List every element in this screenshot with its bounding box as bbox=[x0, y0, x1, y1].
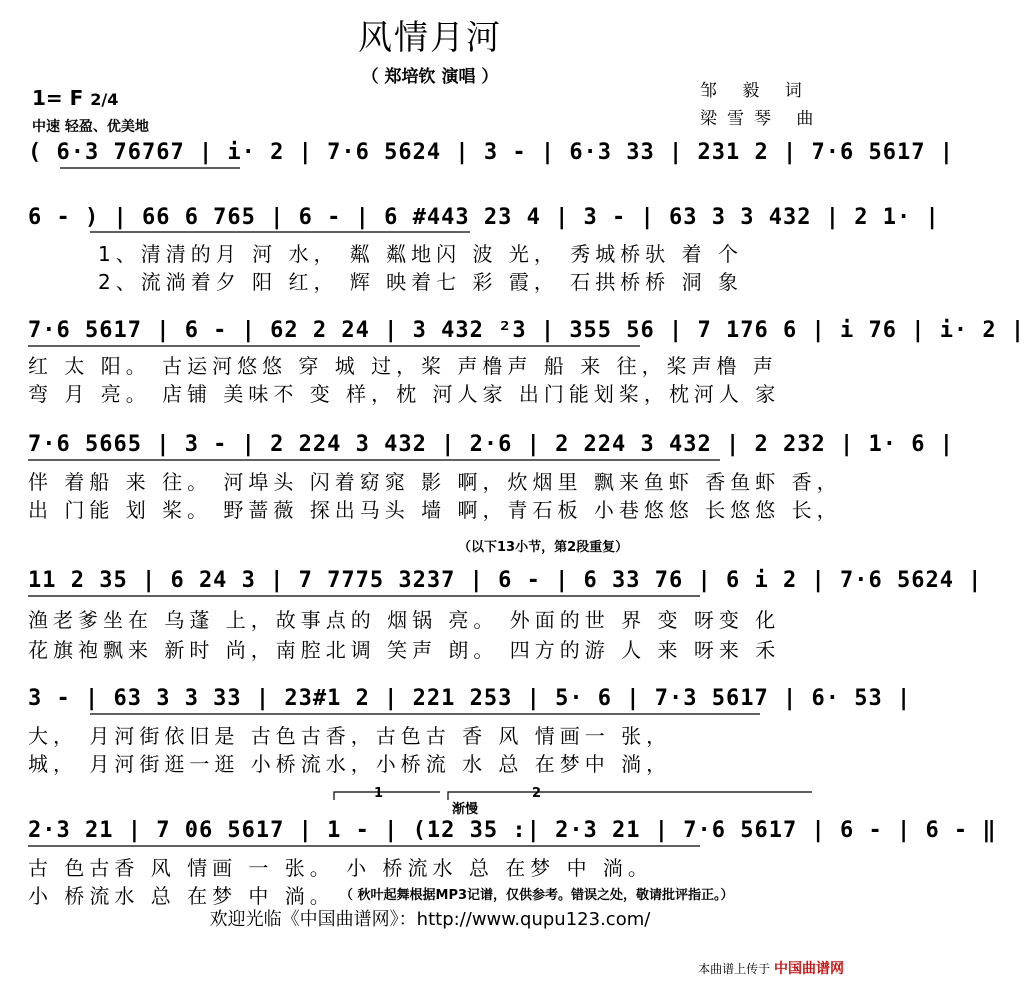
tempo-marking: 中速 轻盈、优美地 bbox=[32, 119, 149, 135]
repeat-note: （以下13小节，第2段重复） bbox=[458, 540, 629, 555]
ritardando-marking: 渐慢 bbox=[452, 802, 479, 817]
lyric-row-2-verse-1: 1、清清的月 河 水， 粼 粼地闪 波 光， 秀城桥驮 着 个 bbox=[98, 242, 743, 266]
site-welcome: 欢迎光临《中国曲谱网》：http://www.qupu123.com/ bbox=[209, 909, 651, 930]
lyric-row-4-verse-1: 伴 着船 来 往。 河埠头 闪着窈窕 影 啊，炊烟里 飘来鱼虾 香鱼虾 香， bbox=[28, 470, 842, 494]
notation-row-2: 6 - ) | 66 6 765 | 6 - | 6 #443 23 4 | 3 - | 63 3 3 432 | 2 1· | bbox=[28, 205, 940, 230]
upload-brand: 中国曲谱网 bbox=[774, 961, 844, 977]
lyric-row-5-verse-1: 渔老爹坐在 乌蓬 上，故事点的 烟锅 亮。 外面的世 界 变 呀变 化 bbox=[28, 608, 781, 632]
volta-2-label: 2 bbox=[532, 786, 542, 801]
lyric-row-2-verse-2: 2、流淌着夕 阳 红， 辉 映着七 彩 霞， 石拱桥桥 洞 象 bbox=[98, 270, 743, 294]
lyric-row-3-verse-2: 弯 月 亮。 店铺 美味不 变 样，枕 河人家 出门能划桨，枕河人 家 bbox=[28, 382, 781, 406]
volta-1-bracket bbox=[334, 792, 440, 800]
notation-row-7: 2·3 21 | 7 06 5617 | 1 - | (12 35 :| 2·3 21 | 7·6 5617 | 6 - | 6 - ‖ bbox=[28, 818, 997, 843]
volta-1-label: 1 bbox=[374, 786, 384, 801]
upload-credit bbox=[698, 958, 844, 978]
notation-row-5: 11 2 35 | 6 24 3 | 7 7775 3237 | 6 - | 6 33 76 | 6 i 2 | 7·6 5624 | bbox=[28, 568, 983, 593]
volta-2-bracket bbox=[448, 792, 812, 800]
notation-row-4: 7·6 5665 | 3 - | 2 224 3 432 | 2·6 | 2 224 3 432 | 2 232 | 1· 6 | bbox=[28, 432, 954, 457]
notation-row-6: 3 - | 63 3 3 33 | 23#1 2 | 221 253 | 5· 6 | 7·3 5617 | 6· 53 | bbox=[28, 686, 912, 711]
lyric-row-3-verse-1: 红 太 阳。 古运河悠悠 穿 城 过，桨 声橹声 船 来 往，桨声橹 声 bbox=[28, 354, 778, 378]
singer-credit: （ 郑培钦 演唱 ） bbox=[361, 67, 499, 87]
lyric-row-6-verse-1: 大， 月河街依旧是 古色古香，古色古 香 风 情画一 张， bbox=[28, 724, 672, 748]
notation-row-3: 7·6 5617 | 6 - | 62 2 24 | 3 432 ²3 | 355 56 | 7 176 6 | i 76 | i· 2 | bbox=[28, 318, 1025, 343]
key-label: 1= F bbox=[32, 86, 84, 110]
lyric-row-7-verse-1: 古 色古香 风 情画 一 张。 小 桥流水 总 在梦 中 淌。 bbox=[28, 856, 653, 880]
song-title: 风情月河 bbox=[358, 18, 502, 58]
notation-row-1: ( 6·3 76767 | i· 2 | 7·6 5624 | 3 - | 6·3 33 | 231 2 | 7·6 5617 | bbox=[28, 140, 954, 165]
transcription-remark: （ 秋叶起舞根据MP3记谱，仅供参考。错误之处，敬请批评指正。） bbox=[340, 888, 734, 903]
composer-credit: 梁雪琴 曲 bbox=[700, 109, 824, 129]
lyric-row-6-verse-2: 城， 月河街逛一逛 小桥流水，小桥流 水 总 在梦中 淌， bbox=[28, 752, 672, 776]
time-signature: 2/4 bbox=[90, 90, 119, 109]
lyric-row-4-verse-2: 出 门能 划 桨。 野蔷薇 探出马头 墙 啊，青石板 小巷悠悠 长悠悠 长， bbox=[28, 498, 842, 522]
lyric-row-7-verse-2: 小 桥流水 总 在梦 中 淌。 bbox=[28, 884, 335, 908]
lyric-row-5-verse-2: 花旗袍飘来 新时 尚，南腔北调 笑声 朗。 四方的游 人 来 呀来 禾 bbox=[28, 638, 781, 662]
lyricist-credit: 邹 毅 词 bbox=[700, 81, 812, 101]
upload-prefix: 本曲谱上传于 bbox=[698, 962, 771, 976]
